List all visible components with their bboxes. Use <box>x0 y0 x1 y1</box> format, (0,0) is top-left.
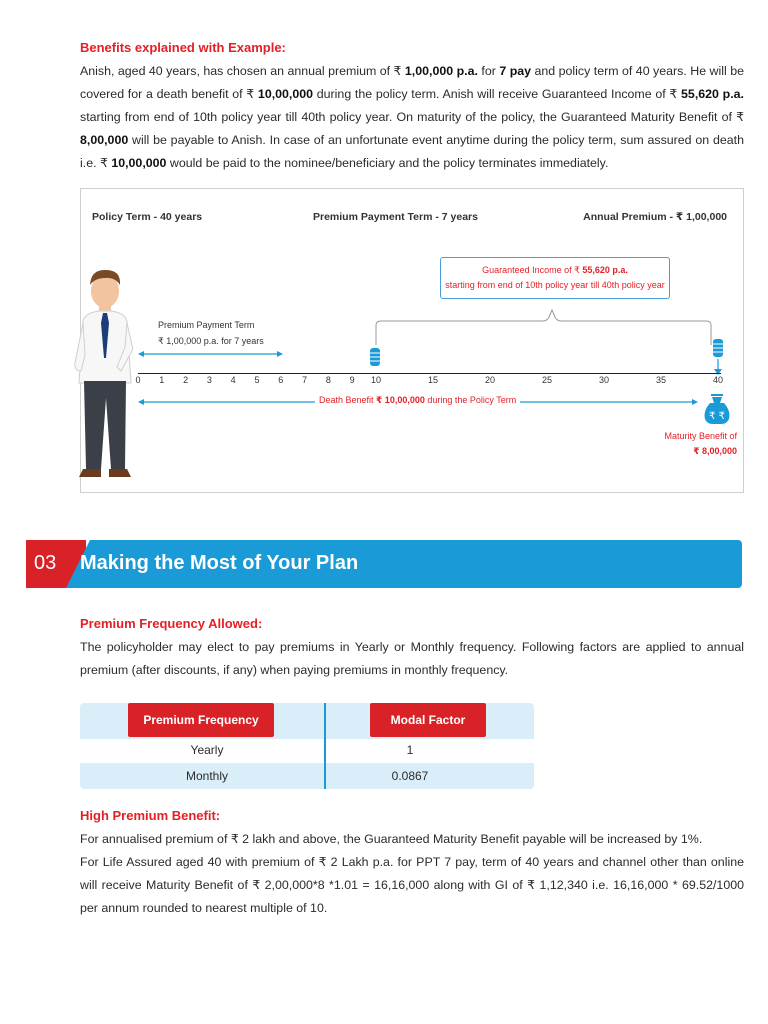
highlight-value: 10,00,000 <box>257 87 314 101</box>
gi-prefix: Guaranteed Income of ₹ <box>482 265 583 275</box>
db-value: ₹ 10,00,000 <box>376 395 425 405</box>
timeline-tick-label: 15 <box>427 375 439 385</box>
timeline-tick-label: 3 <box>206 375 212 385</box>
annual-premium-label: Annual Premium - ₹ 1,00,000 <box>583 211 727 223</box>
person-illustration <box>71 263 139 483</box>
paragraph-text: will be payable to Anish. In case of an unfortunate event anytime during the policy term, sum assured on death i.e. ₹ <box>80 133 744 170</box>
header-modal-factor: Modal Factor <box>370 703 486 737</box>
timeline-tick-label: 35 <box>655 375 667 385</box>
timeline-tick-label: 0 <box>135 375 141 385</box>
premium-payment-term-label: Premium Payment Term - 7 years <box>313 211 478 223</box>
policy-term-label: Policy Term - 40 years <box>92 211 203 223</box>
guaranteed-income-box <box>440 257 670 299</box>
maturity-benefit-label <box>641 429 737 459</box>
highlight-value: 8,00,000 <box>80 133 129 147</box>
paragraph-text: would be paid to the nominee/beneficiary and the policy terminates immediately. <box>166 156 609 170</box>
highlight-value: 1,00,000 p.a. <box>404 64 478 78</box>
gi-period: starting from end of 10th policy year till 40th policy year <box>445 280 665 290</box>
death-benefit-label <box>315 395 520 406</box>
timeline-tick-label: 6 <box>278 375 284 385</box>
benefits-paragraph <box>80 60 744 175</box>
ppt-arrow <box>138 349 283 359</box>
paragraph-text: and policy term of 40 years. He will be covered for a death benefit of ₹ <box>80 64 744 101</box>
premium-frequency-text: The policyholder may elect to pay premiums in Yearly or Monthly frequency. Following factors are applied to annual premium (after discounts, if any) when paying premiums in monthly frequency. <box>80 640 744 677</box>
section-number: 03 <box>26 540 86 588</box>
header-premium-frequency: Premium Frequency <box>128 703 274 737</box>
section-header <box>26 540 742 588</box>
coin-stack-icon-year-10 <box>369 346 381 368</box>
money-bag-icon <box>699 389 735 425</box>
column-divider <box>324 703 326 789</box>
high-premium-title: High Premium Benefit: <box>80 808 221 823</box>
premium-frequency-title: Premium Frequency Allowed: <box>80 616 263 631</box>
timeline-axis <box>138 373 721 374</box>
cell-frequency: Yearly <box>190 743 224 757</box>
ppt-title: Premium Payment Term <box>158 320 255 330</box>
ppt-amount: ₹ 1,00,000 p.a. for 7 years <box>158 336 264 346</box>
timeline-tick-label: 10 <box>370 375 382 385</box>
timeline-tick-label: 4 <box>230 375 236 385</box>
timeline-tick-label: 30 <box>598 375 610 385</box>
timeline-tick-label: 9 <box>349 375 355 385</box>
paragraph-text: for <box>477 64 500 78</box>
timeline-tick-label: 40 <box>712 375 724 385</box>
cell-factor: 0.0867 <box>391 769 429 783</box>
high-premium-line2: For Life Assured aged 40 with premium of ₹ 2 Lakh p.a. for PPT 7 pay, term of 40 years and channel other than online will receive Maturity Benefit of ₹ 2,00,000*8 *1.01 = 16,16,000 along with GI of ₹ 1,12,340 i.e. 16,16,000 * 69.52/1000 per annum rounded to nearest multiple of 10. <box>80 855 744 915</box>
gi-value: 55,620 p.a. <box>582 265 628 275</box>
paragraph-text: Anish, aged 40 years, has chosen an annual premium of ₹ <box>80 64 405 78</box>
timeline-tick-label: 20 <box>484 375 496 385</box>
table-row <box>80 739 534 763</box>
timeline-tick-label: 8 <box>325 375 331 385</box>
table-row <box>80 765 534 789</box>
timeline-tick-label: 25 <box>541 375 553 385</box>
db-prefix: Death Benefit <box>319 395 377 405</box>
cell-frequency: Monthly <box>185 769 229 783</box>
timeline-tick-label: 2 <box>183 375 189 385</box>
benefits-title: Benefits explained with Example: <box>80 40 286 55</box>
highlight-value: 10,00,000 <box>111 156 167 170</box>
ppt-label <box>158 317 264 349</box>
cell-factor: 1 <box>406 743 414 757</box>
timeline-tick-label: 1 <box>159 375 165 385</box>
mb-line1: Maturity Benefit of <box>664 431 737 441</box>
timeline-tick-label: 5 <box>254 375 260 385</box>
timeline-tick-label: 7 <box>302 375 308 385</box>
paragraph-text: during the policy term. Anish will receive Guaranteed Income of ₹ <box>313 87 682 101</box>
highlight-value: 55,620 p.a. <box>681 87 744 101</box>
high-premium-line1: For annualised premium of ₹ 2 lakh and above, the Guaranteed Maturity Benefit payable will be increased by 1%. <box>80 832 703 846</box>
svg-text:₹ ₹: ₹ ₹ <box>709 411 725 422</box>
mb-value: ₹ 8,00,000 <box>693 446 737 456</box>
db-suffix: during the Policy Term <box>424 395 517 405</box>
coin-stack-icon-year-40 <box>712 337 724 359</box>
highlight-value: 7 pay <box>499 64 532 78</box>
section-title: Making the Most of Your Plan <box>80 552 359 574</box>
benefit-example-diagram <box>80 188 744 493</box>
gi-brace <box>371 307 721 347</box>
paragraph-text: starting from end of 10th policy year till 40th policy year. On maturity of the policy, the Guaranteed Maturity Benefit of ₹ <box>80 110 744 124</box>
